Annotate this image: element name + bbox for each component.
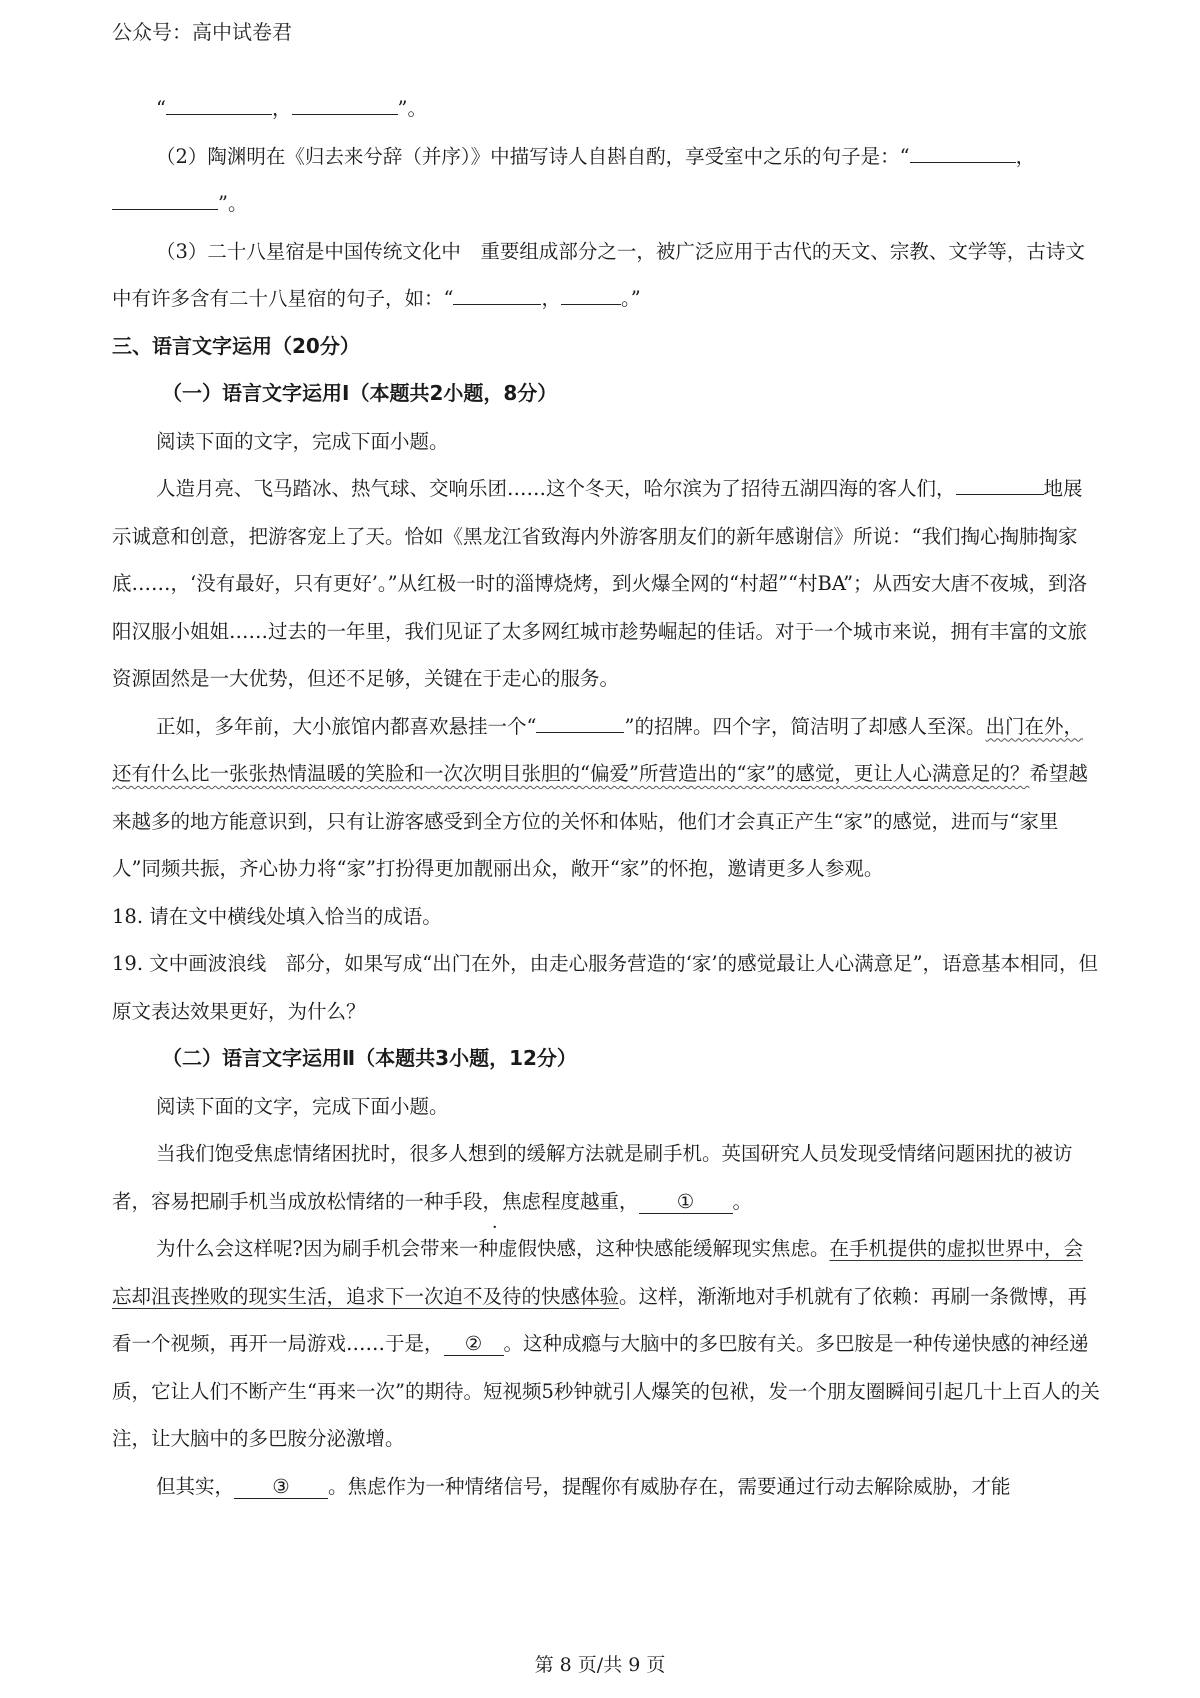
question-3 bbox=[112, 228, 1100, 323]
passage-text: ”的招牌。四个字，简洁明了却感人至深。 bbox=[624, 714, 986, 738]
passage-text: 。焦虑作为一种情绪信号，提醒你有威胁存在，需要通过行动去解除威胁，才能 bbox=[328, 1474, 1011, 1498]
subsection-title-1: （一）语言文字运用Ⅰ（本题共2小题，8分） bbox=[162, 381, 558, 405]
blank-2[interactable]: ② bbox=[444, 1333, 504, 1356]
passage-text: 希望越来越多的地方能意识到，只有让游客感受到全方位的关怀和体贴，他们才会真正产生“家”的感觉，进而与“家里人”同频共振，齐心协力将“家”打扮得更加靓丽出众，敞开“家”的怀抱，邀请更多人参观。 bbox=[112, 762, 1088, 880]
passage-paragraph-2 bbox=[112, 703, 1100, 893]
question-2 bbox=[112, 133, 1100, 228]
blank[interactable] bbox=[112, 187, 218, 210]
passage-text: 。这样，渐渐地对手机就有了依赖：再刷一条微博，再看一个视频，再开一局游戏……于是， bbox=[112, 1284, 1088, 1355]
question-3-text: （3）二十八星宿是中国传统文化中 重要组成部分之一，被广泛应用于古代的天文、宗教、文学等，古诗文中有许多含有二十八星宿的句子，如：“ bbox=[112, 239, 1085, 310]
poem-blank-continuation bbox=[112, 85, 1100, 133]
passage-paragraph-3 bbox=[112, 1130, 1100, 1225]
passage-text: 。 bbox=[732, 1189, 753, 1213]
page-number: 第 8 页/共 9 页 bbox=[534, 1654, 666, 1676]
passage-paragraph-4 bbox=[112, 1225, 1100, 1463]
blank[interactable] bbox=[910, 140, 1016, 163]
quote-close: 。” bbox=[621, 287, 641, 310]
page-header: 公众号：高中试卷君 bbox=[112, 20, 292, 44]
reading-instruction-2: 阅读下面的文字，完成下面小题。 bbox=[156, 1094, 449, 1118]
passage-text: 当我们饱受焦虑情绪困扰时，很多人想到的缓解方法就是刷手机。英国研究人员发现受情绪问题困扰的被访者，容易把刷手机当成放松情绪的一种手 bbox=[112, 1142, 1073, 1213]
quote-close: ”。 bbox=[397, 97, 427, 120]
reading-instruction-1: 阅读下面的文字，完成下面小题。 bbox=[156, 429, 449, 453]
passage-paragraph-1 bbox=[112, 465, 1100, 703]
dotted-character: 段 bbox=[463, 1189, 483, 1213]
separator: ， bbox=[271, 97, 292, 120]
blank[interactable] bbox=[956, 472, 1044, 495]
separator: ， bbox=[541, 287, 561, 310]
passage-text: 但其实， bbox=[156, 1474, 235, 1498]
passage-text: 人造月亮、飞马踏冰、热气球、交响乐团……这个冬天，哈尔滨为了招待五湖四海的客人们， bbox=[156, 477, 956, 500]
blank[interactable] bbox=[292, 92, 398, 115]
passage-text: 为什么会这样呢?因为刷手机会带来一种虚假快感，这种快感能缓解现实焦虑。 bbox=[156, 1237, 830, 1260]
quote-open: “ bbox=[156, 97, 166, 120]
blank[interactable] bbox=[453, 282, 541, 305]
blank[interactable] bbox=[561, 282, 621, 305]
passage-text: ，焦虑程度越重， bbox=[482, 1189, 639, 1213]
passage-paragraph-5 bbox=[112, 1463, 1100, 1511]
passage-text: 。这种成瘾与大脑中的多巴胺有关。多巴胺是一种传递快感的神经递质，它让人们不断产生“再来一次”的期待。短视频5秒钟就引人爆笑的包袱，发一个朋友圈瞬间引起几十上百人的关注，让大脑中的多巴胺分泌激增。 bbox=[112, 1332, 1100, 1450]
page-content bbox=[112, 85, 1100, 1510]
underlined-sentence: 在手机提供的虚拟世界中，会忘却沮丧挫败的现实生活，追求下一次迫不及待的快感体验 bbox=[112, 1237, 1083, 1308]
blank-1[interactable]: ① bbox=[639, 1191, 733, 1214]
question-2-text: （2）陶渊明在《归去来兮辞（并序）》中描写诗人自斟自酌，享受室中之乐的句子是：“ bbox=[156, 144, 910, 168]
question-19: 19. 文中画波浪线 部分，如果写成“出门在外，由走心服务营造的‘家’的感觉最让人心满意足”，语意基本相同，但原文表达效果更好，为什么？ bbox=[112, 952, 1099, 1023]
quote-close: ”。 bbox=[218, 192, 248, 215]
subsection-title-2: （二）语言文字运用Ⅱ（本题共3小题，12分） bbox=[162, 1046, 577, 1070]
separator: ， bbox=[1015, 144, 1036, 168]
blank[interactable] bbox=[166, 92, 272, 115]
passage-text: 地展示诚意和创意，把游客宠上了天。恰如《黑龙江省致海内外游客朋友们的新年感谢信》所说：“我们掏心掏肺掏家底……，‘没有最好，只有更好’。”从红极一时的淄博烧烤，到火爆全网的“村超”“村BA”；从西安大唐不夜城，到洛阳汉服小姐姐……过去的一年里，我们见证了太多网红城市趁势崛起的佳话。对于一个城市来说，拥有丰富的文旅资源固然是一大优势，但还不足够，关键在于走心的服务。 bbox=[112, 477, 1088, 690]
question-18: 18. 请在文中横线处填入恰当的成语。 bbox=[112, 904, 442, 928]
passage-text: 正如，多年前，大小旅馆内都喜欢悬挂一个“ bbox=[156, 714, 537, 738]
wavy-underlined-sentence: 出门在外，还有什么比一张张热情温暖的笑脸和一次次明目张胆的“偏爱”所营造出的“家”的感觉，更让人心满意足的？ bbox=[112, 714, 1083, 785]
section-title: 三、语言文字运用（20分） bbox=[112, 333, 360, 358]
blank[interactable] bbox=[536, 710, 624, 733]
blank-3[interactable]: ③ bbox=[234, 1476, 328, 1499]
